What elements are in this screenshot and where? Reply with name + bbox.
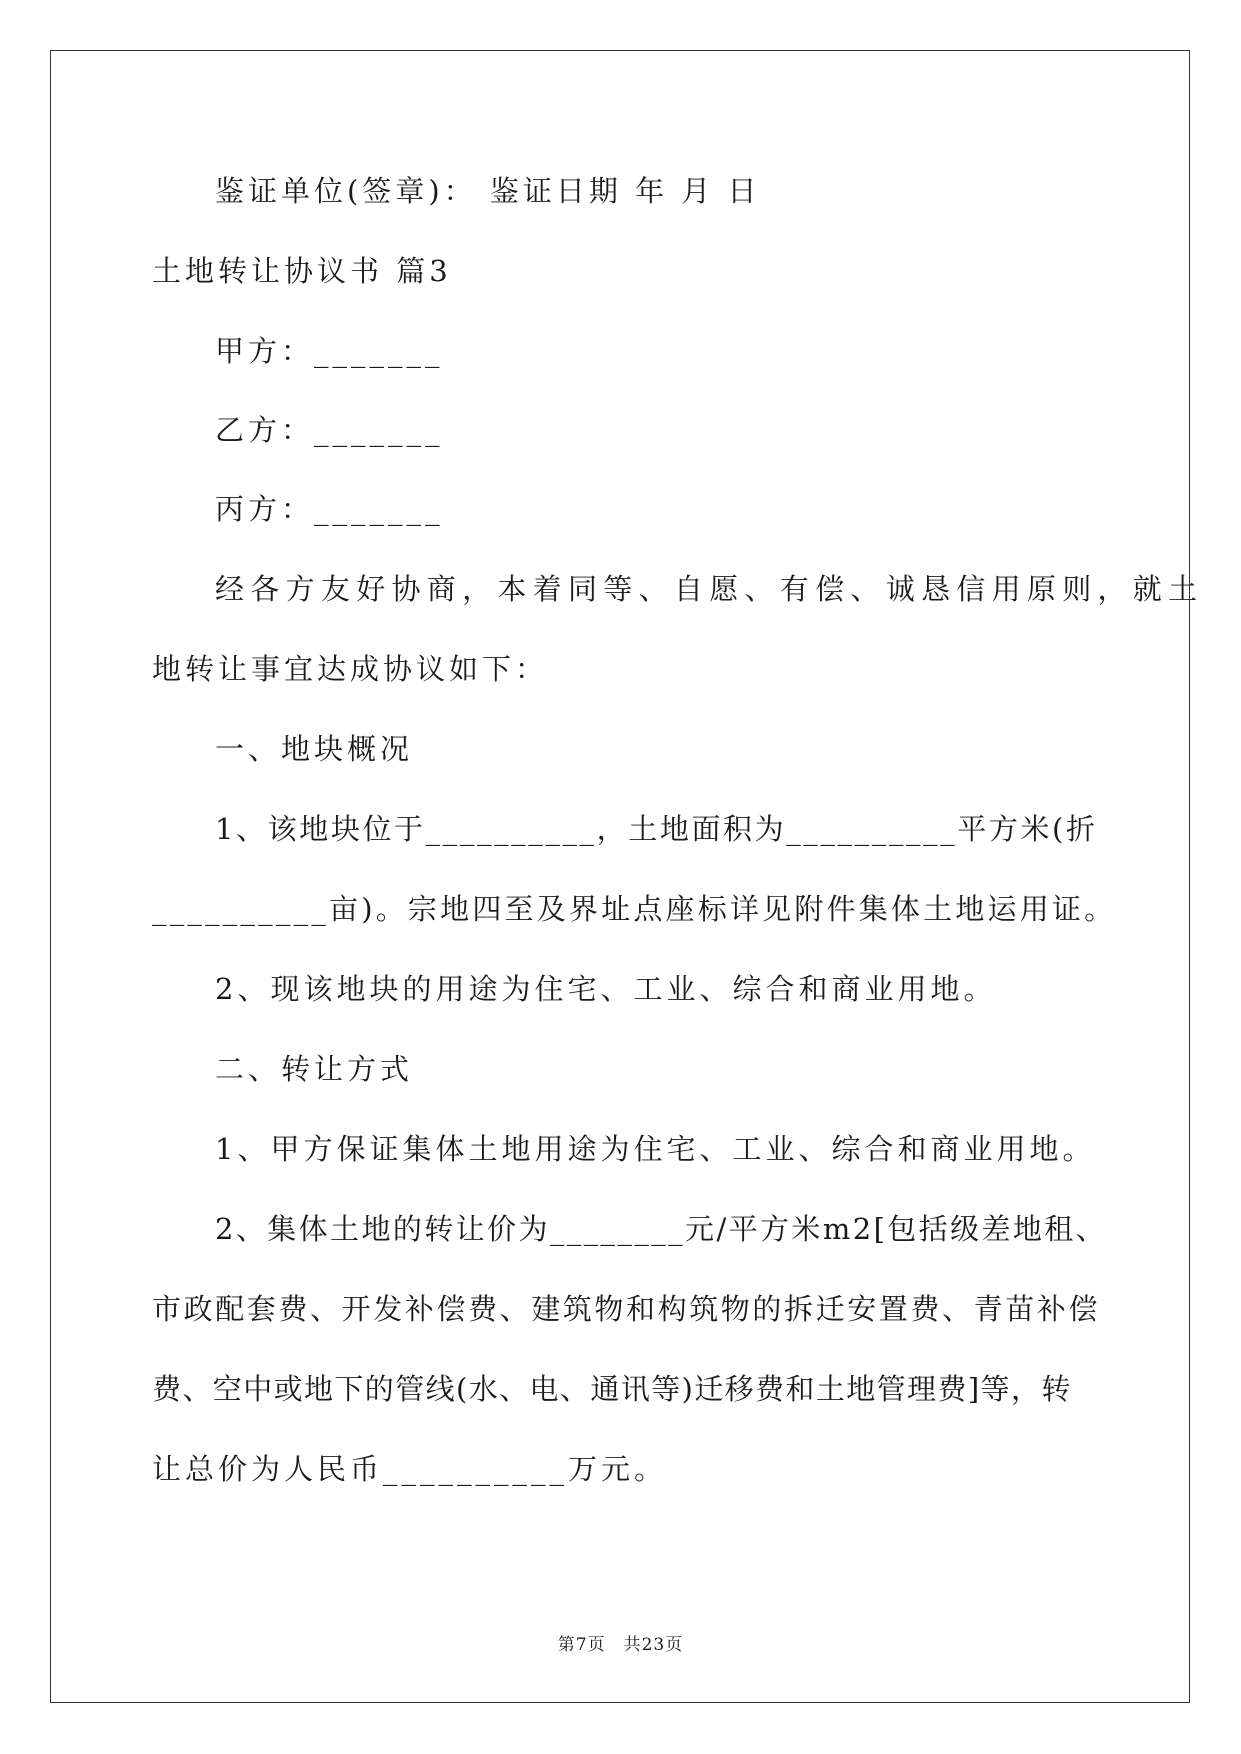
heading-plot-overview: 一、地块概况 <box>215 732 414 766</box>
heading-transfer-method: 二、转让方式 <box>215 1052 414 1086</box>
paragraph-intro-2: 地转让事宜达成协议如下： <box>152 652 549 686</box>
clause-1-1-line-2: __________亩)。宗地四至及界址点座标详见附件集体土地运用证。 <box>152 892 1117 926</box>
clause-2-2-line-3: 费、空中或地下的管线(水、电、通讯等)迁移费和土地管理费]等，转 <box>152 1372 1072 1406</box>
clause-2-2-line-2: 市政配套费、开发补偿费、建筑物和构筑物的拆迁安置费、青苗补偿 <box>152 1292 1101 1326</box>
party-c-line: 丙方：_______ <box>215 492 444 526</box>
clause-1-2: 2、现该地块的用途为住宅、工业、综合和商业用地。 <box>215 972 997 1006</box>
clause-2-2-line-1: 2、集体土地的转让价为________元/平方米m2[包括级差地租、 <box>215 1212 1108 1246</box>
clause-1-1-line-1: 1、该地块位于__________，土地面积为__________平方米(折 <box>215 812 1098 846</box>
page-number: 第7页 共23页 <box>557 1635 684 1655</box>
party-a-line: 甲方：_______ <box>215 334 444 368</box>
clause-2-2-line-4: 让总价为人民币__________万元。 <box>152 1452 668 1486</box>
party-b-line: 乙方：_______ <box>215 413 444 447</box>
paragraph-intro-1: 经各方友好协商，本着同等、自愿、有偿、诚恳信用原则，就土 <box>215 572 1204 606</box>
section-title: 土地转让协议书 篇3 <box>152 254 452 288</box>
verification-line: 鉴证单位(签章)： 鉴证日期 年 月 日 <box>215 174 761 208</box>
clause-2-1: 1、甲方保证集体土地用途为住宅、工业、综合和商业用地。 <box>215 1132 1096 1166</box>
